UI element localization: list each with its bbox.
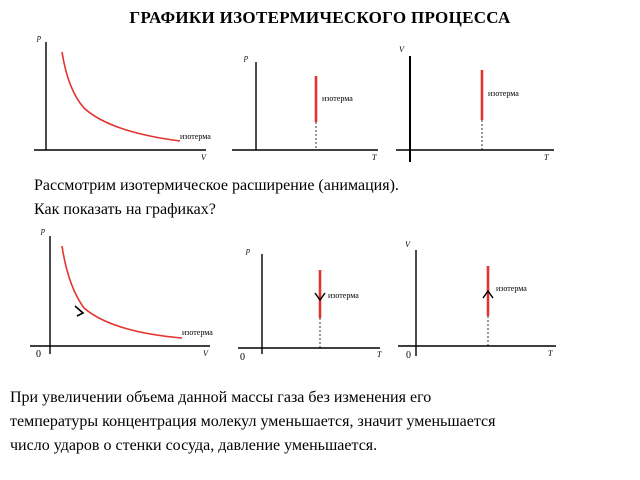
bottom-pv-y-label: p (41, 226, 45, 235)
bottom-pv-graph (30, 226, 213, 360)
page-title: ГРАФИКИ ИЗОТЕРМИЧЕСКОГО ПРОЦЕССА (129, 8, 511, 27)
top-pv-isotherm-curve (62, 52, 180, 141)
top-pt-y-label: p (244, 53, 248, 62)
conclusion-line-1: При увеличении объема данной массы газа без изменения его (10, 389, 432, 406)
bottom-pt-origin: 0 (240, 352, 245, 363)
bottom-pv-isotherm-curve (62, 246, 182, 338)
bottom-vt-x-label: T (548, 349, 553, 358)
conclusion-line-2: температуры концентрация молекул уменьшается, значит уменьшается (10, 413, 496, 430)
top-vt-y-label: V (399, 45, 404, 54)
bottom-pt-x-label: T (377, 350, 382, 359)
top-pv-y-label: p (37, 33, 41, 42)
conclusion-text (10, 386, 640, 458)
top-pt-graph (232, 53, 378, 162)
bottom-vt-isotherm-label: изотерма (496, 284, 527, 293)
bottom-pv-isotherm-label: изотерма (182, 328, 213, 337)
bottom-pv-direction-arrow (75, 306, 83, 316)
bottom-pt-graph (238, 246, 382, 363)
top-pt-x-label: T (372, 153, 377, 162)
bottom-vt-graph (398, 240, 556, 361)
question-line-2: Как показать на графиках? (34, 201, 216, 218)
bottom-pv-origin: 0 (36, 349, 41, 360)
bottom-vt-y-label: V (405, 240, 410, 249)
top-pv-x-label: V (201, 153, 206, 162)
question-line-1: Рассмотрим изотермическое расширение (анимация). (34, 177, 399, 194)
top-vt-x-label: T (544, 153, 549, 162)
top-pv-isotherm-label: изотерма (180, 132, 211, 141)
bottom-pt-isotherm-label: изотерма (328, 291, 359, 300)
bottom-vt-origin: 0 (406, 350, 411, 361)
bottom-pv-x-label: V (203, 349, 208, 358)
top-pv-graph (34, 33, 211, 162)
top-vt-graph (396, 45, 554, 162)
conclusion-line-3: число ударов о стенки сосуда, давление уменьшается. (10, 437, 378, 454)
question-text (34, 174, 399, 222)
top-pt-isotherm-label: изотерма (322, 94, 353, 103)
bottom-pt-y-label: p (246, 246, 250, 255)
top-vt-isotherm-label: изотерма (488, 89, 519, 98)
